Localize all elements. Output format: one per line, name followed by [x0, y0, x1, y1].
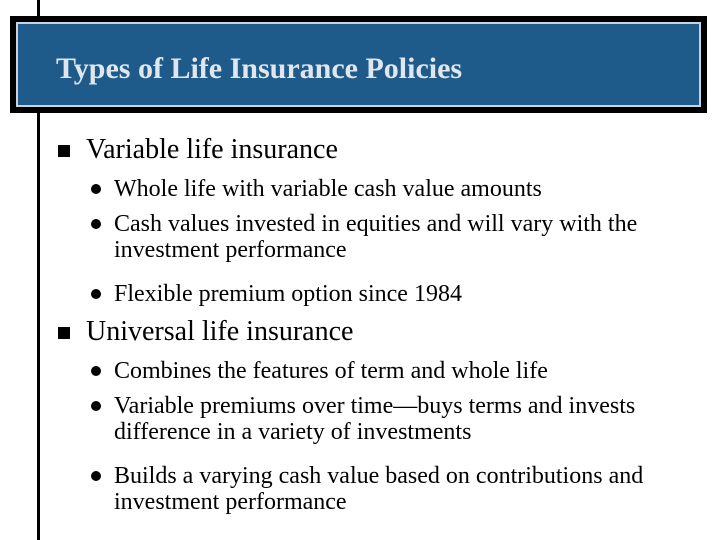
round-bullet-icon [91, 184, 101, 194]
round-bullet-icon [91, 289, 101, 299]
list-item: Combines the features of term and whole life [114, 358, 548, 384]
round-bullet-icon [91, 219, 101, 229]
slide-title: Types of Life Insurance Policies [56, 52, 463, 85]
list-item: Flexible premium option since 1984 [114, 281, 462, 307]
list-item: Builds a varying cash value based on contributions and investment performance [114, 463, 644, 515]
round-bullet-icon [91, 471, 101, 481]
round-bullet-icon [91, 366, 101, 376]
round-bullet-icon [91, 401, 101, 411]
list-item: Cash values invested in equities and will vary with the investment performance [114, 211, 638, 263]
list-item: Whole life with variable cash value amounts [114, 176, 542, 202]
square-bullet-icon [58, 327, 70, 339]
square-bullet-icon [58, 145, 70, 157]
title-banner [10, 16, 707, 113]
title-bar [16, 22, 701, 107]
list-item: Variable premiums over time—buys terms and invests difference in a variety of investments [114, 393, 636, 445]
section-heading: Universal life insurance [86, 316, 354, 347]
section-heading: Variable life insurance [86, 134, 338, 165]
